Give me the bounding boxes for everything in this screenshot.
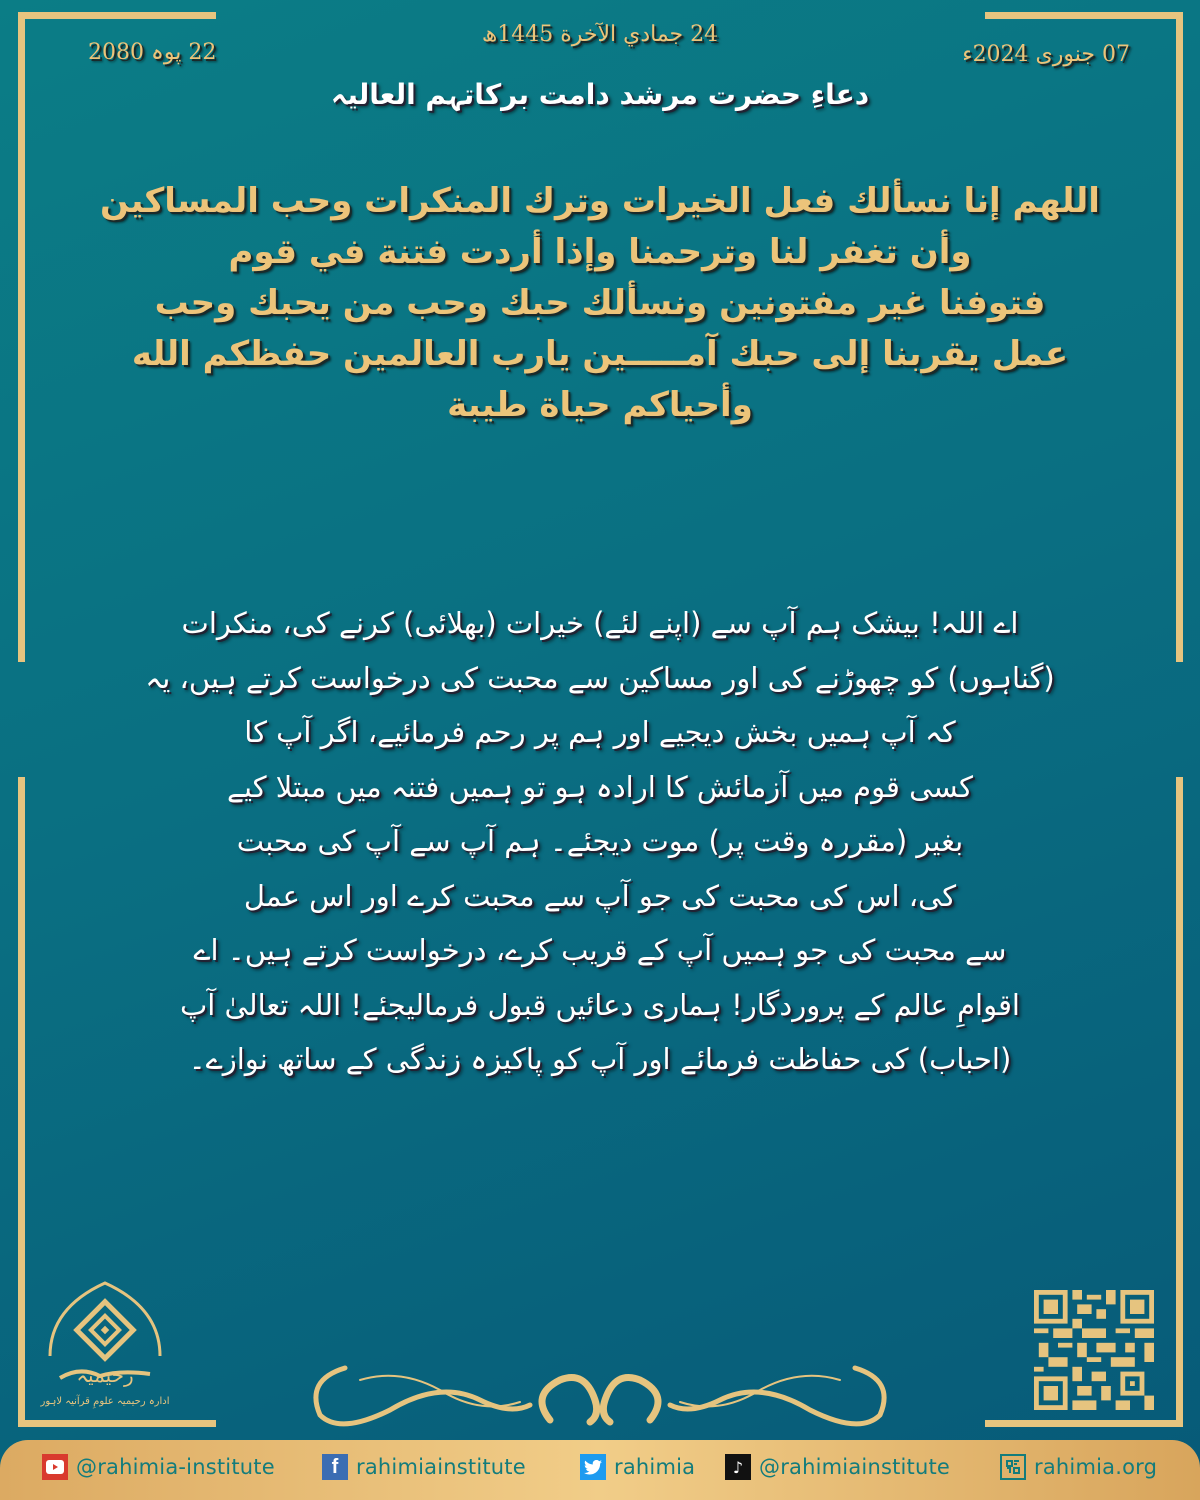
website-logo-icon [1000,1454,1026,1480]
arabic-line: اللهم إنا نسألك فعل الخيرات وترك المنكرات وحب المساكين [100,181,1100,221]
urdu-line: بغیر (مقررہ وقت پر) موت دیجئے۔ ہم آپ سے آپ کی محبت [236,824,964,858]
urdu-line: (گناہوں) کو چھوڑنے کی اور مساکین سے محبت کی درخواست کرتے ہیں، یہ [145,660,1055,695]
social-footer [0,1440,1200,1500]
svg-text:رحیمیہ: رحیمیہ [76,1363,134,1387]
youtube-handle: @rahimia-institute [76,1455,275,1479]
svg-text:ادارہ رحیمیہ علومِ قرآنیہ لاہو: ادارہ رحیمیہ علومِ قرآنیہ لاہور [40,1396,170,1407]
youtube-icon [42,1454,68,1480]
institute-logo [40,1278,170,1418]
page-title: دعاءِ حضرت مرشد دامت برکاتہم العالیہ [330,78,870,111]
arabic-line: وأحياكم حياة طيبة [447,385,753,425]
tiktok-icon: ♪ [725,1454,751,1480]
facebook-handle: rahimiainstitute [356,1455,526,1479]
urdu-line: سے محبت کی جو ہمیں آپ کے قریب کرے، درخواست کرتے ہیں۔ اے [193,933,1007,967]
frame-right-lower-v [1176,777,1183,1427]
urdu-line: اے اللہ! بیشک ہم آپ سے (اپنے لئے) خیرات (بھلائی) کرنے کی، منکرات [181,606,1019,640]
frame-top-right-h [985,12,1183,19]
website-url: rahimia.org [1034,1455,1158,1479]
frame-bottom-left-h [18,1420,216,1427]
twitter-handle: rahimia [614,1455,696,1479]
arabic-dua [90,176,1110,431]
dome-logo-icon [40,1278,170,1418]
frame-bottom-right-h [985,1420,1183,1427]
twitter-link[interactable] [580,1454,695,1480]
arabic-line: فتوفنا غير مفتونين ونسألك حبك وحب من يحبك وحب [154,283,1046,323]
decorative-flourish [300,1360,900,1430]
urdu-translation [110,596,1090,1087]
hijri-date: 24 جمادي الآخرة 1445ھ [481,22,719,47]
youtube-link[interactable] [42,1454,275,1480]
facebook-icon: f [322,1454,348,1480]
frame-top-left-h [18,12,216,19]
arabic-line: عمل يقربنا إلى حبك آمـــــين يارب العالمين حفظكم الله [131,334,1069,374]
qr-code[interactable] [1034,1290,1154,1410]
facebook-link[interactable] [322,1454,526,1480]
tiktok-link[interactable] [725,1454,950,1480]
urdu-line: اقوامِ عالم کے پروردگار! ہماری دعائیں قبول فرمالیجئے! اللہ تعالیٰ آپ [179,987,1020,1022]
arabic-line: وأن تغفر لنا وترحمنا وإذا أردت فتنة في قوم [228,232,972,272]
gregorian-date: 07 جنوری 2024ء [962,42,1130,67]
bikrami-date: 22 پوہ 2080 [88,40,217,65]
frame-left-lower-v [18,777,25,1427]
urdu-line: کہ آپ ہمیں بخش دیجیے اور ہم پر رحم فرمائیے، اگر آپ کا [244,715,956,749]
website-link[interactable] [1000,1454,1157,1480]
twitter-icon [580,1454,606,1480]
tiktok-handle: @rahimiainstitute [759,1455,951,1479]
qr-code-icon [1034,1290,1154,1410]
flourish-icon [300,1360,900,1430]
urdu-line: کسی قوم میں آزمائش کا ارادہ ہو تو ہمیں فتنہ میں مبتلا کیے [227,769,973,804]
urdu-line: (احباب) کی حفاظت فرمائے اور آپ کو پاکیزہ زندگی کے ساتھ نوازے۔ [188,1042,1012,1076]
urdu-line: کی، اس کی محبت کی جو آپ سے محبت کرے اور اس عمل [243,878,957,913]
